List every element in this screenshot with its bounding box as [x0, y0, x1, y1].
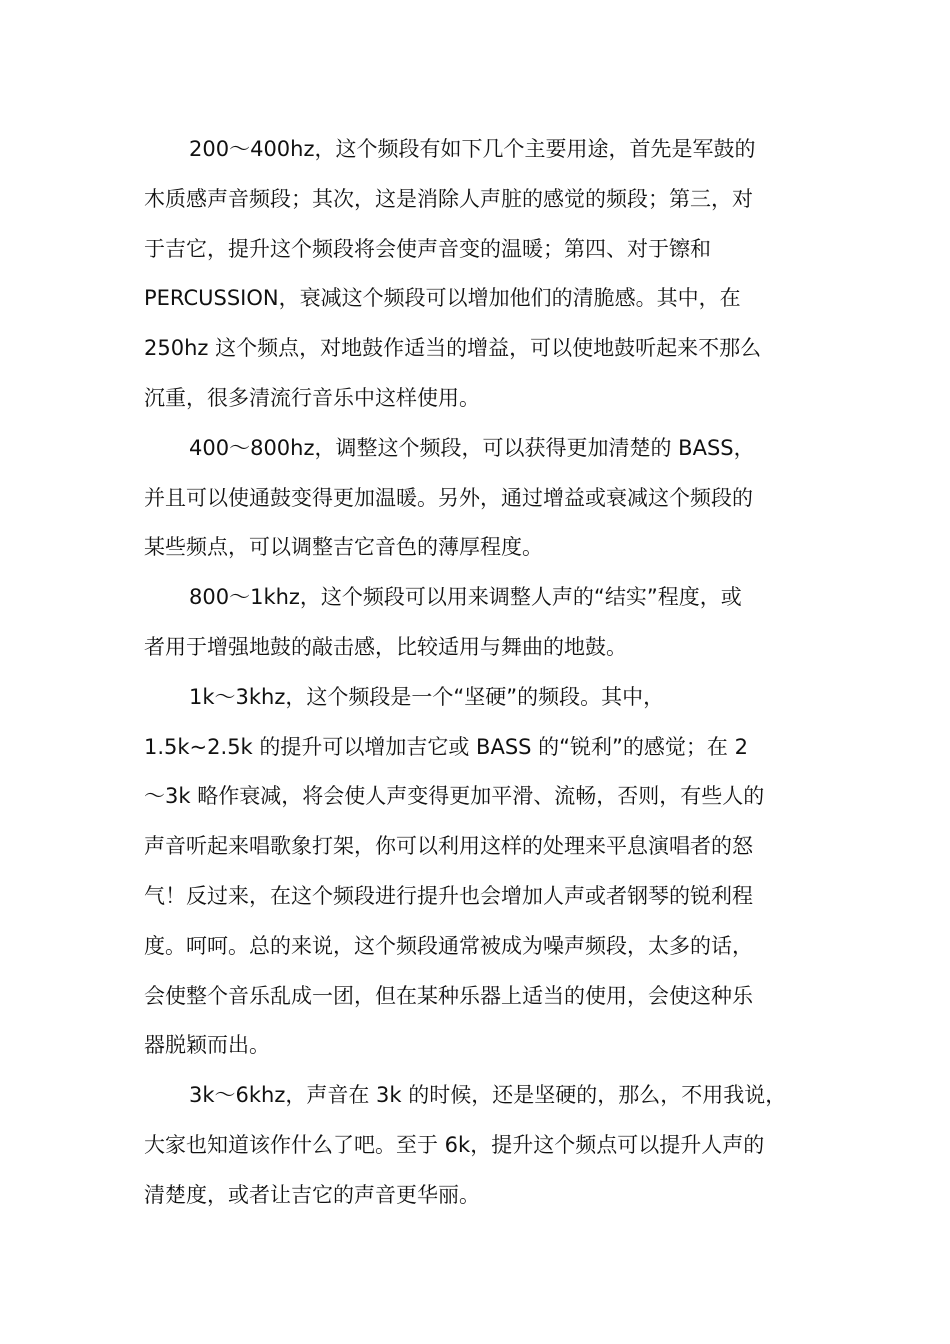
paragraph-3k-6khz — [144, 1071, 808, 1220]
paragraph-800hz-1khz — [144, 573, 808, 673]
text-line: 400～800hz，调整这个频段，可以获得更加清楚的 BASS， — [189, 435, 755, 460]
text-line: 3k～6khz，声音在 3k 的时候，还是坚硬的，那么，不用我说， — [189, 1083, 787, 1108]
text-line: 会使整个音乐乱成一团，但在某种乐器上适当的使用，会使这种乐 — [144, 983, 753, 1008]
text-line: 250hz 这个频点，对地鼓作适当的增益，可以使地鼓听起来不那么 — [144, 336, 762, 361]
document-body — [144, 125, 808, 1221]
text-line: 1.5k~2.5k 的提升可以增加吉它或 BASS 的“锐利”的感觉；在 2 — [144, 734, 748, 759]
text-line: 气！反过来，在这个频段进行提升也会增加人声或者钢琴的锐利程 — [144, 883, 753, 908]
text-line: 大家也知道该作什么了吧。至于 6k，提升这个频点可以提升人声的 — [144, 1132, 765, 1157]
text-line: 800～1khz，这个频段可以用来调整人声的“结实”程度，或 — [189, 585, 742, 610]
text-line: 器脱颖而出。 — [144, 1033, 270, 1058]
text-line: 木质感声音频段；其次，这是消除人声脏的感觉的频段；第三，对 — [144, 186, 753, 211]
paragraph-200-400hz — [144, 125, 808, 424]
text-line: 清楚度，或者让吉它的声音更华丽。 — [144, 1182, 480, 1207]
text-line: 某些频点，可以调整吉它音色的薄厚程度。 — [144, 535, 543, 560]
text-line: 度。呵呵。总的来说，这个频段通常被成为噪声频段，太多的话， — [144, 933, 753, 958]
text-line: 于吉它，提升这个频段将会使声音变的温暖；第四、对于镲和 — [144, 236, 711, 261]
paragraph-1k-3khz — [144, 673, 808, 1071]
text-line: 并且可以使通鼓变得更加温暖。另外，通过增益或衰减这个频段的 — [144, 485, 753, 510]
text-line: 者用于增强地鼓的敲击感，比较适用与舞曲的地鼓。 — [144, 634, 627, 659]
text-line: ～3k 略作衰减，将会使人声变得更加平滑、流畅，否则，有些人的 — [144, 784, 765, 809]
text-line: 声音听起来唱歌象打架，你可以利用这样的处理来平息演唱者的怒 — [144, 834, 753, 859]
text-line: 沉重，很多清流行音乐中这样使用。 — [144, 385, 480, 410]
text-line: 200～400hz，这个频段有如下几个主要用途，首先是军鼓的 — [189, 137, 756, 161]
text-line: 1k～3khz，这个频段是一个“坚硬”的频段。其中， — [189, 684, 665, 709]
paragraph-400-800hz — [144, 424, 808, 573]
text-line: PERCUSSION，衰减这个频段可以增加他们的清脆感。其中，在 — [144, 286, 741, 311]
